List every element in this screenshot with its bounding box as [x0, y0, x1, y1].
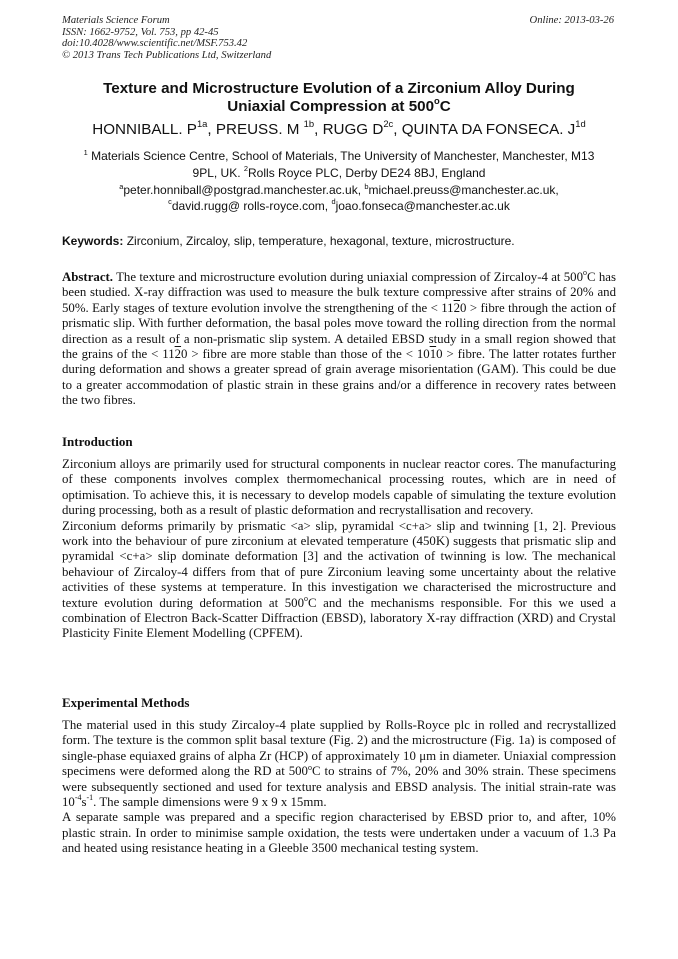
section-heading-introduction: Introduction — [62, 434, 133, 449]
affiliation-sup: 1 — [83, 147, 88, 157]
introduction-body — [62, 457, 616, 642]
abstract-text: C has been studied. X-ray diffraction was used to measure the bulk texture compressive after strains of 20% and 50%. Early stages of texture evolution involve the strengthening of the < 11 — [62, 270, 616, 315]
degree-sup: o — [583, 268, 588, 278]
keywords-text: Zirconium, Zircaloy, slip, temperature, hexagonal, texture, microstructure. — [123, 234, 515, 248]
paragraph — [62, 519, 616, 642]
abstract-text: 0 > fibre are more stable than those of the < 10 — [181, 347, 430, 362]
journal-header — [62, 15, 271, 61]
affiliation-text: Materials Science Centre, School of Materials, The University of Manchester, Manchester, M13 — [87, 149, 595, 163]
abstract-paragraph — [62, 270, 616, 409]
email-link[interactable]: michael.preuss@manchester.ac.uk, — [368, 183, 559, 197]
affiliation-text: 9PL, UK. — [192, 165, 244, 180]
exponent-sup: -4 — [74, 793, 82, 803]
abstract-text: 0 > fibre through the action of prismatic slip. With further deformation, the basal poles move toward the rolling direction from the normal direction as a result of a non-prismatic slip system. A detailed EBSD study in a small region showed that the grains of the < 11 — [62, 300, 616, 362]
paper-title — [62, 80, 616, 116]
degree-sup: o — [304, 593, 308, 603]
email-link[interactable]: peter.honniball@postgrad.manchester.ac.uk, — [123, 183, 365, 197]
keywords-label: Keywords: — [62, 234, 124, 248]
affiliation-sup: 2 — [243, 164, 249, 174]
author-name: RUGG D — [322, 121, 384, 138]
paragraph-text: Zirconium deforms primarily by prismatic <a> slip, pyramidal <c+a> slip and twinning [1, 2]. Previous work into the behaviour of pure zirconium at elevated temperature (450K) suggests that prismatic slip and pyramidal <c+a> slip dominate deformation [3] and the activation of twinning is low. The mechanical behaviour of Zircaloy-4 differs from that of pure Zirconium leaving some uncertainty about the relative activities of these systems at temperature. In this investigation we characterised the microstructure and texture evolution during deformation at 500 — [62, 518, 616, 610]
abstract-text: 0 > fibre. The latter rotates further during deformation and shows a greater spread of grain average misorientation (GAM). This could be due to a greater accommodation of plastic strain in these grains and/or a difference in recovery rates between the two fibres. — [62, 347, 616, 408]
title-line-2-text: Uniaxial Compression at 500 — [227, 98, 435, 115]
paragraph-text: The material used in this study Zircaloy-4 plate supplied by Rolls-Royce plc in rolled and recrystallized form. The texture is the common split basal texture (Fig. 2) and the microstructure (Fig. 1a) is composed of single-phase equiaxed grains of alpha Zr (HCP) of approximately 10 μm in diameter. Uniaxial compression specimens were deformed along the RD at 500 — [62, 718, 616, 779]
journal-doi: doi:10.4028/www.scientific.net/MSF.753.42 — [62, 38, 248, 50]
title-line-2-unit: C — [439, 98, 451, 115]
email-link[interactable]: david.rugg@ rolls-royce.com, — [171, 198, 332, 213]
journal-name: Materials Science Forum — [62, 15, 170, 26]
author-name: HONNIBALL. P — [92, 121, 197, 138]
exponent-sup: -1 — [86, 793, 94, 803]
title-line-1: Texture and Microstructure Evolution of a Zirconium Alloy During — [103, 80, 575, 97]
title-degree-sup: o — [434, 95, 440, 107]
overbar-index: 1 — [429, 347, 437, 362]
email-sup: b — [364, 181, 369, 191]
keywords — [62, 234, 616, 249]
experimental-body — [62, 718, 616, 857]
author-sup: 1d — [575, 118, 586, 130]
degree-sup: o — [307, 762, 312, 772]
paragraph-text: C and the mechanisms responsible. For this we used a combination of Electron Back-Scatter Diffraction (EBSD), laboratory X-ray diffraction (XRD) and Crystal Plasticity Finite Element Modelling (CPFEM). — [62, 595, 616, 641]
title-line-2 — [62, 95, 616, 116]
affiliations — [62, 148, 616, 181]
affiliation-text: Rolls Royce PLC, Derby DE24 8BJ, England — [248, 165, 486, 180]
paragraph-text: . The sample dimensions were 9 x 9 x 15mm. — [93, 795, 327, 810]
author-name: PREUSS. M — [215, 121, 304, 138]
paragraph — [62, 718, 616, 810]
journal-copyright: © 2013 Trans Tech Publications Ltd, Switzerland — [62, 49, 272, 61]
overbar-index: 2 — [174, 347, 182, 362]
paragraph: Zirconium alloys are primarily used for structural components in nuclear reactor cores. The manufacturing of these components involves complex thermomechanical processing routes, which are in need of optimisation. To achieve this, it is necessary to develop models capable of simulating the texture evolution during processing, both as a result of plastic deformation and recrystallisation and recovery. — [62, 457, 616, 518]
abstract-label: Abstract. — [62, 270, 114, 284]
author-name: QUINTA DA FONSECA. J — [401, 121, 576, 138]
author-list: HONNIBALL. $P^{1a}$, PREUSS. M $^{1b}$, RUGG $D^{2c}$, QUINTA DA FONSECA. $J^{1d}$ — [92, 118, 586, 138]
email-line-2 — [62, 199, 616, 215]
paragraph: A separate sample was prepared and a specific region characterised by EBSD prior to, and after, 10% plastic strain. In order to minimise sample oxidation, the tests were undertaken under a vacuum of 1.3 Pa and heated using resistance heating in a Gleeble 3500 mechanical testing system. — [62, 810, 616, 856]
affiliation-line-1 — [62, 148, 616, 165]
email-sup: a — [119, 181, 124, 191]
author-sup: 2c — [383, 118, 394, 130]
abstract-text: The texture and microstructure evolution during uniaxial compression of Zircaloy-4 at 500 — [113, 270, 584, 284]
email-sup: d — [331, 197, 336, 207]
email-line-1 — [62, 183, 616, 199]
section-heading-experimental: Experimental Methods — [62, 695, 190, 710]
email-sup: c — [168, 197, 172, 207]
abstract — [62, 270, 616, 409]
author-sup: 1a — [196, 118, 208, 130]
author-sup: 1b — [303, 118, 315, 130]
overbar-index: 2 — [453, 300, 461, 315]
paragraph-text: s — [81, 795, 87, 810]
author-emails — [62, 183, 616, 214]
email-link[interactable]: joao.fonseca@manchester.ac.uk — [335, 198, 510, 213]
paragraph-text: C to strains of 7%, 20% and 30% strain. These specimens were subsequently sectioned and used for texture analysis and EBSD analysis. The initial strain-rate was 10 — [62, 764, 616, 810]
online-date: Online: 2013-03-26 — [529, 15, 614, 26]
affiliation-line-2 — [62, 165, 616, 182]
journal-issn: ISSN: 1662-9752, Vol. 753, pp 42-45 — [62, 26, 219, 38]
